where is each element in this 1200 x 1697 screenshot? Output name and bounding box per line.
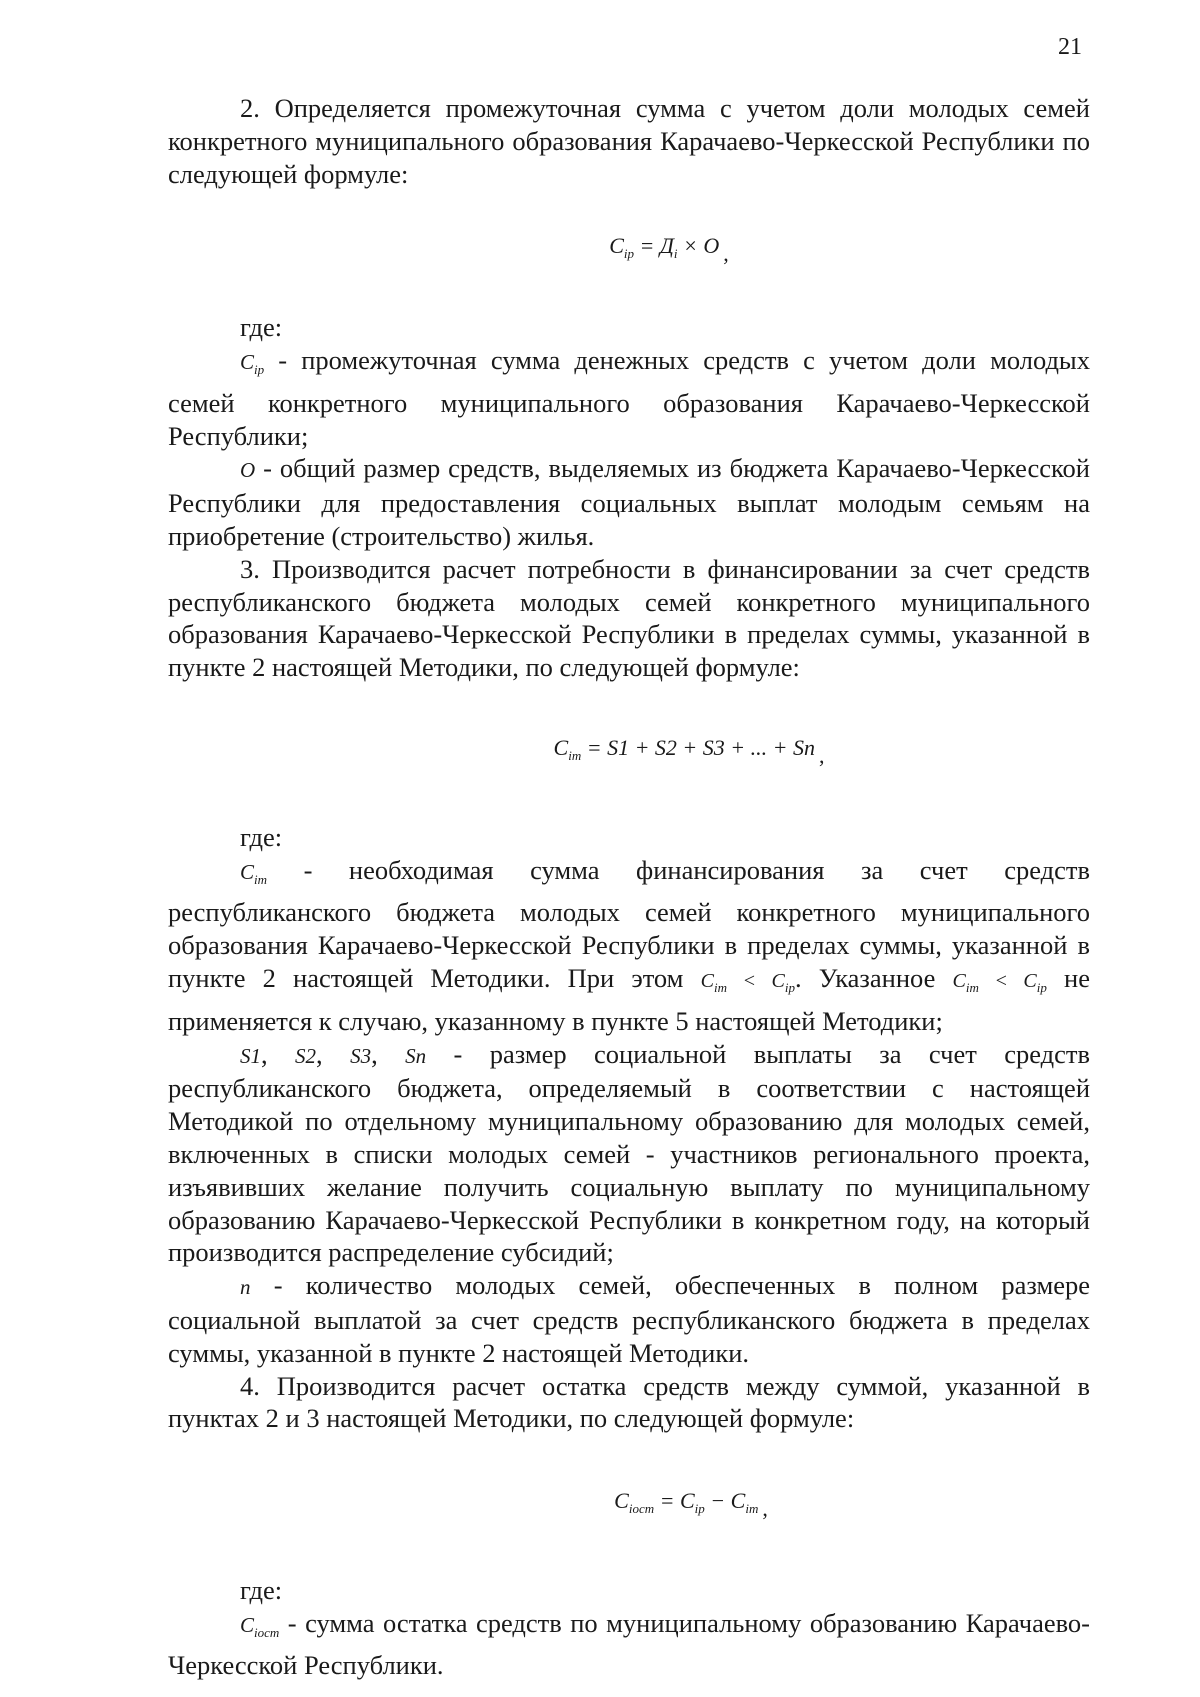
separator: , <box>316 1038 351 1069</box>
formula-comma: , <box>723 241 729 267</box>
definition-text: - сумма остатка средств по муниципальному образованию Карачаево-Черкесской Республики. <box>168 1607 1090 1681</box>
formula-comma: , <box>818 742 825 768</box>
symbol-c: C <box>240 349 255 374</box>
symbol-subscript: im <box>254 871 268 887</box>
paragraph-4: 4. Производится расчет остатка средств между суммой, указанной в пунктах 2 и 3 настоящей Методики, по следующей формуле: <box>168 1370 1090 1434</box>
formula-symbol: C <box>614 1488 629 1514</box>
separator: , <box>261 1038 296 1069</box>
formula-cim <box>168 732 1090 773</box>
definition-text: не применяется к случаю, указанному в пункте 5 настоящей Методики; <box>168 962 1090 1036</box>
definition-ciost <box>168 1607 1090 1683</box>
condition-operator: < <box>726 969 772 992</box>
formula-subscript: ip <box>694 1501 705 1517</box>
formula-symbol: C <box>609 233 624 259</box>
formula-subscript: ip <box>623 246 635 262</box>
definition-s <box>168 1038 1090 1270</box>
formula-subscript: iocm <box>628 1501 655 1517</box>
formula-subscript: im <box>568 747 582 763</box>
formula-ciost <box>168 1485 1090 1526</box>
condition-symbol: C <box>700 969 714 992</box>
formula-subscript: i <box>673 246 678 262</box>
definition-text: - общий размер средств, выделяемых из бюджета Карачаево-Черкесской Республики для предоставления социальных выплат молодым семьям на приобретение (строительство) жилья. <box>168 453 1090 551</box>
definition-o <box>168 452 1090 552</box>
formula-subscript: im <box>745 1501 759 1517</box>
where-label: где: <box>240 1574 283 1605</box>
definition-text: . Указанное <box>794 962 953 993</box>
symbol-n: n <box>240 1275 251 1300</box>
definition-cim <box>168 854 1090 1038</box>
where-label: где: <box>240 821 283 852</box>
definition-n <box>168 1269 1090 1369</box>
paragraph-2: 2. Определяется промежуточная сумма с учетом доли молодых семей конкретного муниципального образования Карачаево-Черкесской Республики по следующей формуле: <box>168 93 1090 189</box>
formula-operator: = C <box>659 1488 695 1514</box>
condition-subscript: im <box>713 979 727 995</box>
formula-cip <box>168 230 1090 271</box>
symbol-s2: S2 <box>295 1043 317 1068</box>
definition-text: - количество молодых семей, обеспеченных в полном размере социальной выплатой за счет средств республиканского бюджета в пределах суммы, указанной в пункте 2 настоящей Методики. <box>168 1270 1090 1368</box>
condition-subscript: ip <box>784 979 795 995</box>
condition-operator: < <box>978 969 1024 992</box>
paragraph-3: 3. Производится расчет потребности в финансировании за счет средств республиканского бюджета молодых семей конкретного муниципального образования Карачаево-Черкесской Республики в пределах суммы, указанной в пункте 2 настоящей Методики, по следующей формуле: <box>168 553 1090 683</box>
symbol-c: C <box>240 1612 255 1637</box>
where-label: где: <box>240 312 283 343</box>
formula-operator: = S1 + S2 + S3 + ... + Sn <box>586 734 815 760</box>
condition-symbol: C <box>952 969 966 992</box>
formula-comma: , <box>762 1496 768 1522</box>
symbol-c: C <box>240 859 255 884</box>
definition-text: - необходимая сумма финансирования за счет средств республиканского бюджета молодых семей конкретного муниципального образования Карачаево-Черкесской Республики в пределах суммы, указанной в пункте 2 настоящей Методики. При этом <box>168 854 1090 993</box>
symbol-sn: Sn <box>405 1043 427 1068</box>
formula-operator: − C <box>704 1488 746 1514</box>
condition-subscript: im <box>965 979 979 995</box>
symbol-o: O <box>240 458 256 483</box>
condition-subscript: ip <box>1036 979 1047 995</box>
formula-operator: × O <box>683 233 720 259</box>
symbol-s1: S1 <box>240 1043 261 1068</box>
formula-symbol: C <box>553 734 569 760</box>
formula-operator: = Д <box>639 233 674 259</box>
symbol-subscript: iocm <box>254 1624 280 1640</box>
separator: , <box>371 1038 406 1069</box>
symbol-s3: S3 <box>350 1043 372 1068</box>
page-number: 21 <box>1058 34 1082 60</box>
symbol-subscript: ip <box>254 361 265 377</box>
document-body <box>168 92 1090 1682</box>
definition-cip <box>168 344 1090 452</box>
definition-text: - размер социальной выплаты за счет средств республиканского бюджета, определяемый в соответствии с настоящей Методикой по отдельному муниципальному образованию для молодых семей, включенных в списки молодых семей - участников регионального проекта, изъявивших желание получить социальную выплату по муниципальному образованию Карачаево-Черкесской Республики в конкретном году, на который производится распределение субсидий; <box>168 1038 1090 1268</box>
definition-text: - промежуточная сумма денежных средств с учетом доли молодых семей конкретного муниципального образования Карачаево-Черкесской Республики; <box>168 344 1090 451</box>
condition-symbol: C <box>1023 969 1037 992</box>
condition-symbol: C <box>771 969 785 992</box>
